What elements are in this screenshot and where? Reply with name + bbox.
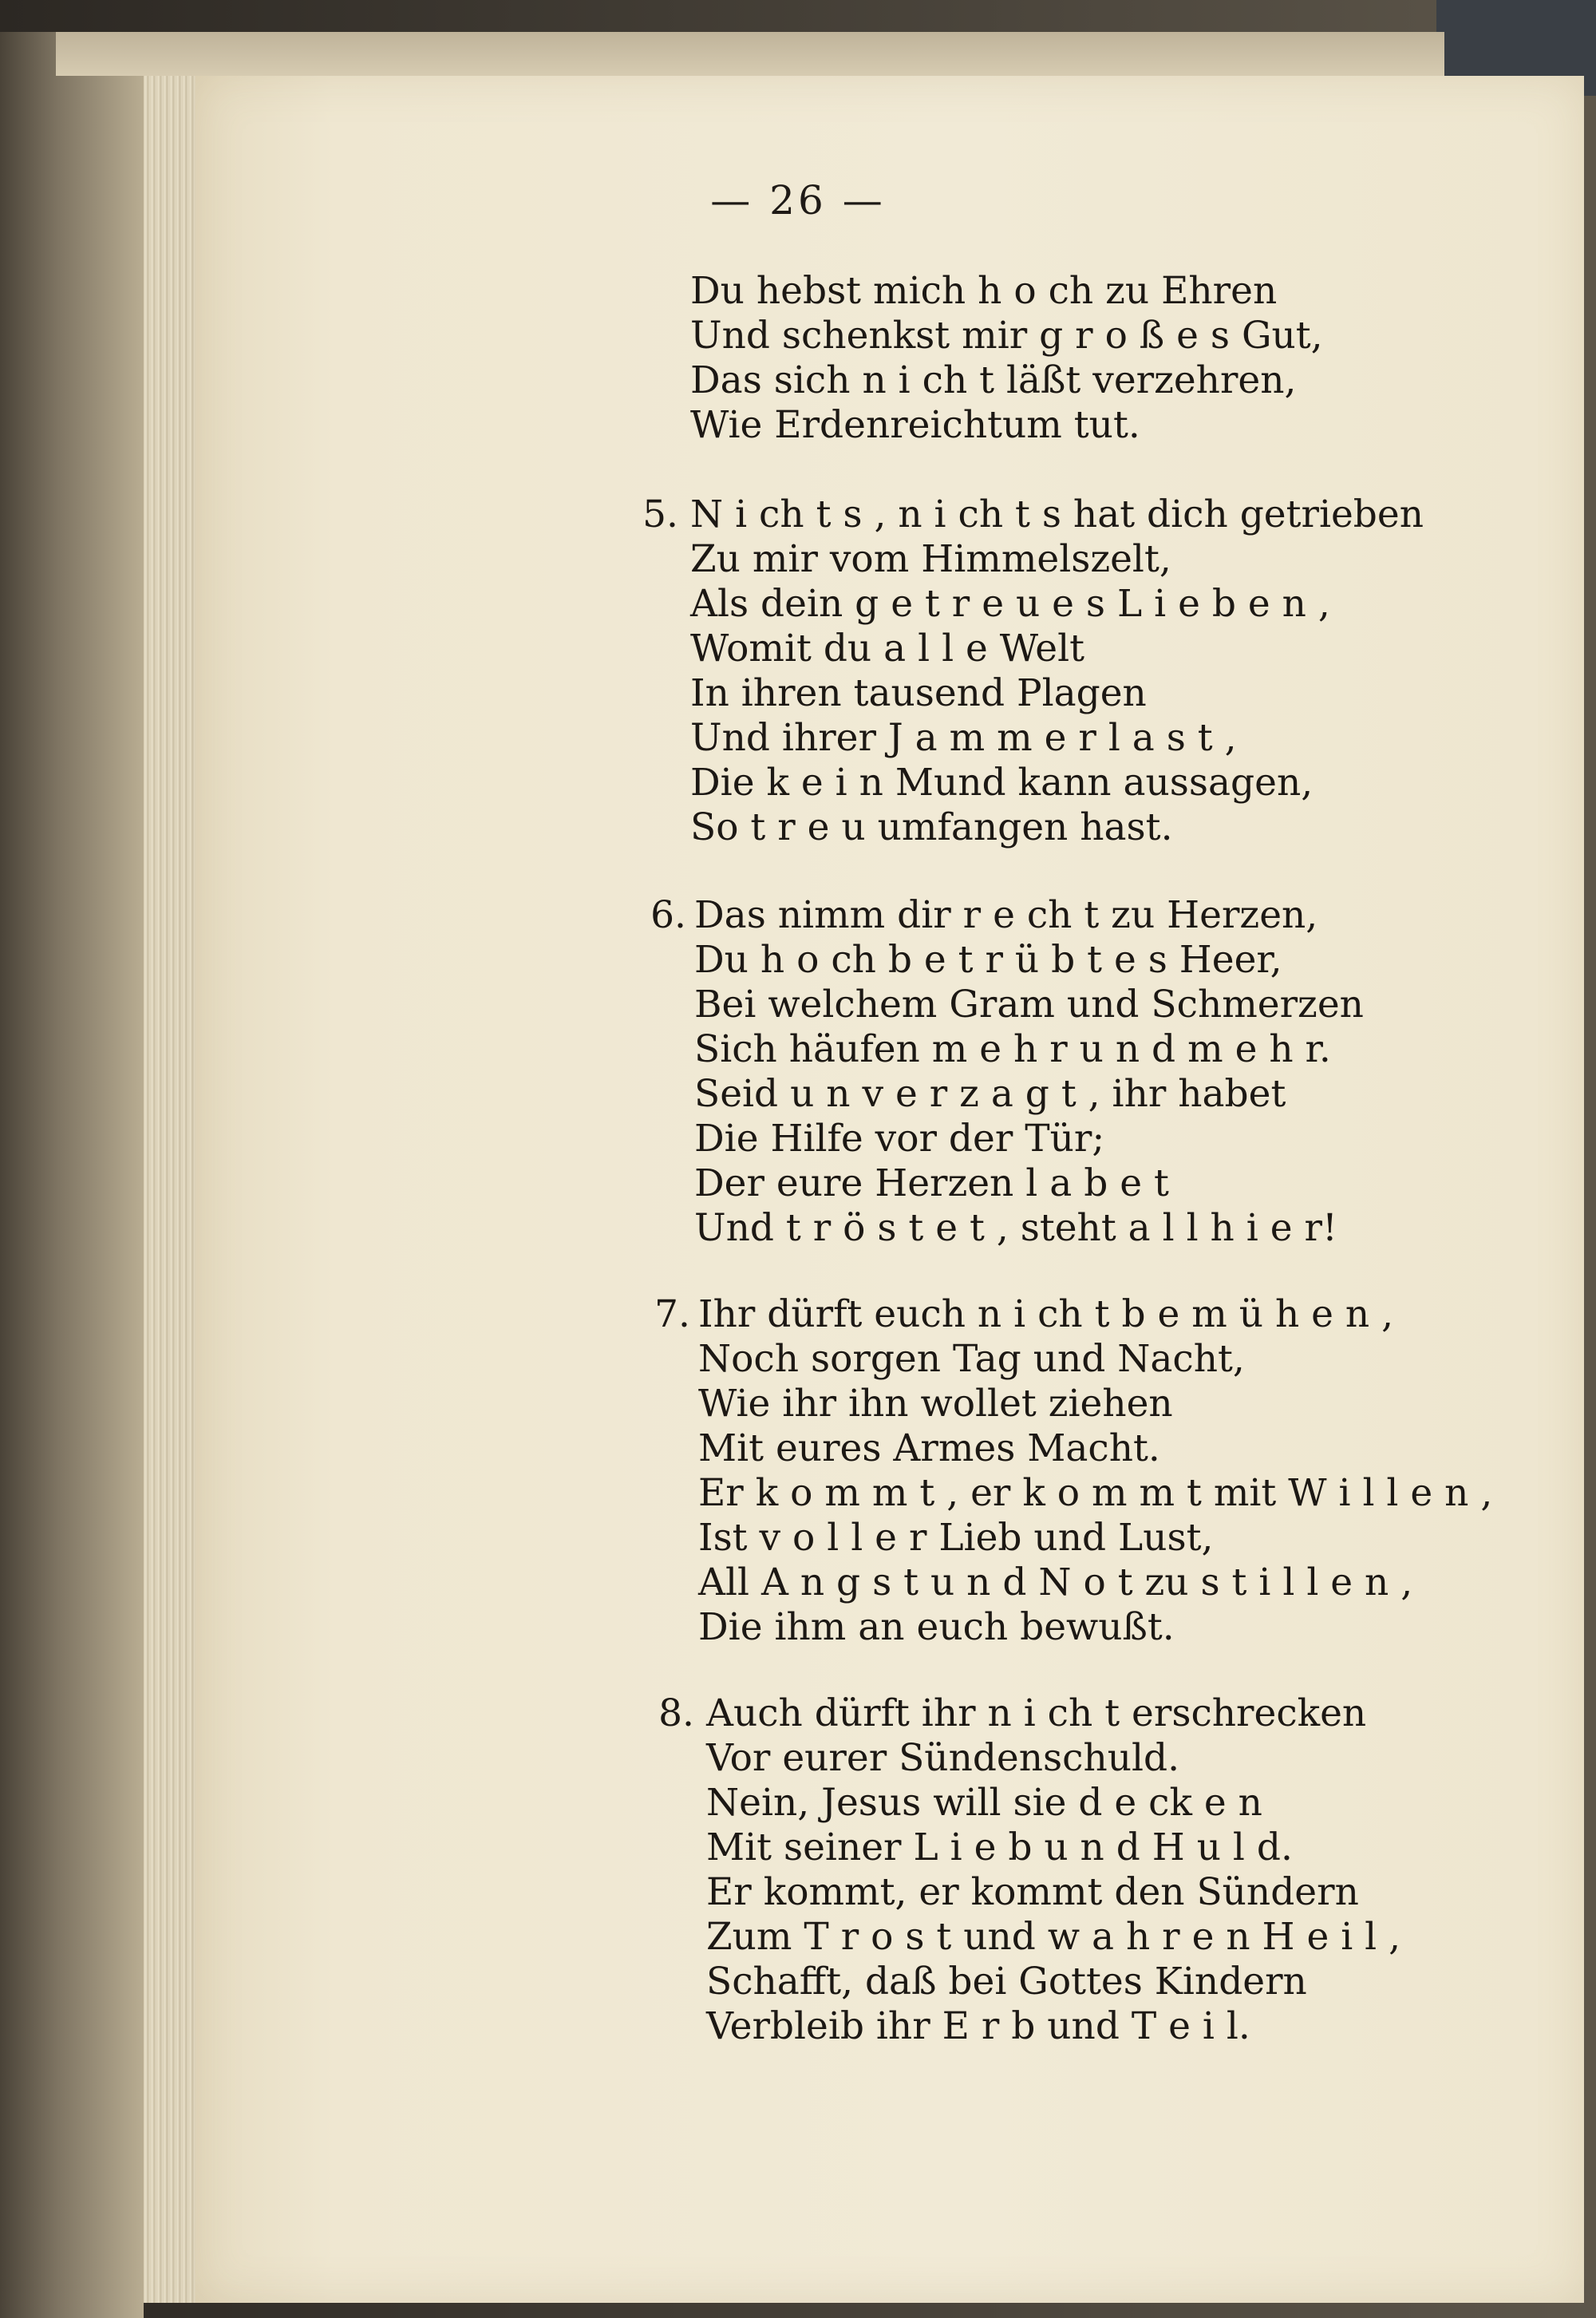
verse-line: Und t r ö s t e t , steht a l l h i e r! <box>694 1206 1337 1250</box>
stanza-number: 7. <box>654 1292 690 1336</box>
verse-line: Du hebst mich h o ch zu Ehren <box>690 269 1278 313</box>
verse-line: Verbleib ihr E r b und T e i l. <box>706 2004 1250 2048</box>
verse-line: In ihren tausend Plagen <box>690 671 1147 715</box>
verse-line: Mit seiner L i e b u n d H u l d. <box>706 1826 1293 1869</box>
verse-line: Wie Erdenreichtum tut. <box>690 403 1140 447</box>
verse-line: N i ch t s , n i ch t s hat dich getrieben <box>690 492 1424 536</box>
verse-line: Womit du a l l e Welt <box>690 627 1085 670</box>
verse-line: Noch sorgen Tag und Nacht, <box>698 1337 1245 1381</box>
verse-line: Schafft, daß bei Gottes Kindern <box>706 1960 1307 2004</box>
verse-line: Zum T r o s t und w a h r e n H e i l , <box>706 1915 1401 1959</box>
page-number: — 26 — <box>710 177 886 223</box>
verse-line: Wie ihr ihn wollet ziehen <box>698 1382 1173 1426</box>
verse-line: Auch dürft ihr n i ch t erschrecken <box>706 1691 1367 1735</box>
verse-line: Ist v o l l e r Lieb und Lust, <box>698 1516 1214 1560</box>
stanza-number: 8. <box>658 1691 694 1735</box>
verse-line: Die ihm an euch bewußt. <box>698 1605 1175 1649</box>
verse-line: Zu mir vom Himmelszelt, <box>690 537 1171 581</box>
verse-line: Das sich n i ch t läßt verzehren, <box>690 358 1297 402</box>
verse-line: Vor eurer Sündenschuld. <box>706 1736 1180 1780</box>
verse-line: Mit eures Armes Macht. <box>698 1426 1160 1470</box>
verse-line: Er k o m m t , er k o m m t mit W i l l e n , <box>698 1471 1493 1515</box>
verse-line: Die Hilfe vor der Tür; <box>694 1117 1105 1161</box>
stanza-number: 6. <box>650 893 686 937</box>
verse-line: Du h o ch b e t r ü b t e s Heer, <box>694 938 1282 982</box>
verse-line: Nein, Jesus will sie d e ck e n <box>706 1781 1262 1825</box>
verse-line: Und ihrer J a m m e r l a s t , <box>690 716 1237 760</box>
verse-line: Und schenkst mir g r o ß e s Gut, <box>690 314 1323 358</box>
verse-line: Seid u n v e r z a g t , ihr habet <box>694 1072 1286 1116</box>
verse-line: Das nimm dir r e ch t zu Herzen, <box>694 893 1318 937</box>
stanza-number: 5. <box>642 492 678 536</box>
verse-line: Ihr dürft euch n i ch t b e m ü h e n , <box>698 1292 1394 1336</box>
verse-line: Sich häufen m e h r u n d m e h r. <box>694 1027 1331 1071</box>
verse-line: Als dein g e t r e u e s L i e b e n , <box>690 582 1330 626</box>
verse-line: All A n g s t u n d N o t zu s t i l l e n , <box>698 1560 1413 1604</box>
verse-line: Der eure Herzen l a b e t <box>694 1161 1169 1205</box>
verse-line: So t r e u umfangen hast. <box>690 805 1173 849</box>
verse-line: Bei welchem Gram und Schmerzen <box>694 983 1364 1026</box>
verse-line: Er kommt, er kommt den Sündern <box>706 1870 1359 1914</box>
verse-line: Die k e i n Mund kann aussagen, <box>690 761 1314 805</box>
